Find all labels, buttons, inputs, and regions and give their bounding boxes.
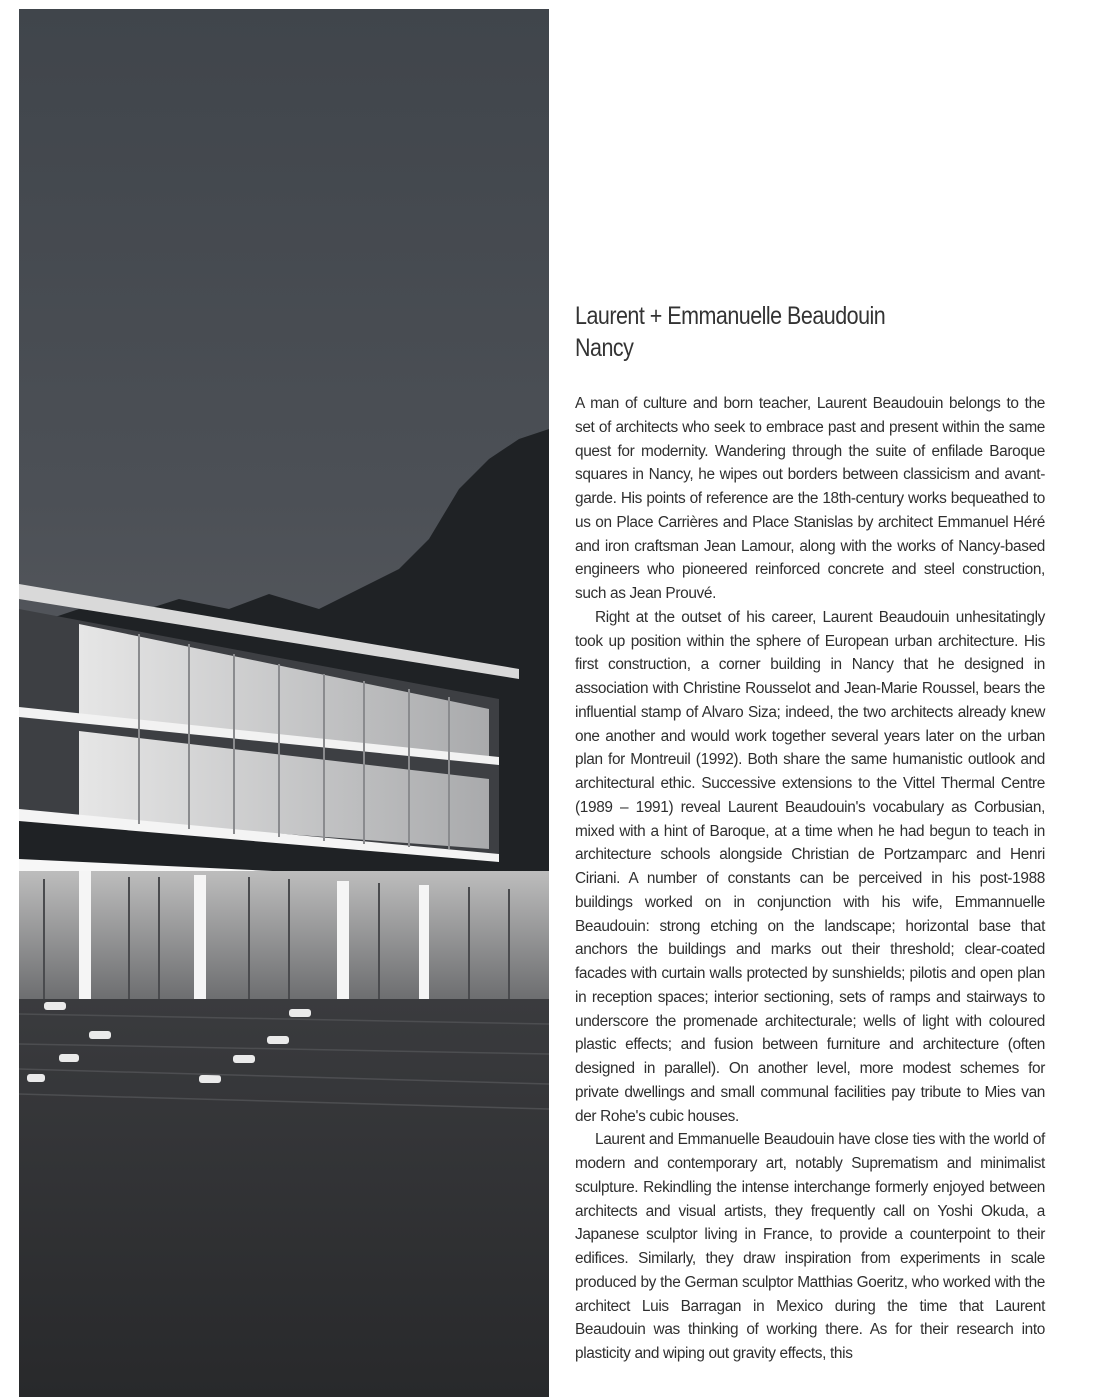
title-city: Nancy [575, 334, 634, 362]
article-body [575, 392, 1045, 1366]
paragraph-3: Laurent and Emmanuelle Beaudouin have close ties with the world of modern and contemporary art, notably Suprematism and minimalist sculpture. Rekindling the intense interchange formerly enjoyed between architects and visual artists, they frequently call on Yoshi Okuda, a Japanese sculptor living in France, to provide a counterpoint to their edifices. Similarly, they draw inspiration from experiments in scale produced by the German sculptor Matthias Goeritz, who worked with the architect Luis Barragan in Mexico during the time that Laurent Beaudouin was thinking of working there. As for their research into plasticity and wiping out gravity effects, this [575, 1131, 1045, 1362]
paragraph-1: A man of culture and born teacher, Laurent Beaudouin belongs to the set of architects who seek to embrace past and present within the same quest for modernity. Wandering through the suite of enfilade Baroque squares in Nancy, he wipes out borders between classicism and avant-garde. His points of reference are the 18th-century works bequeathed to us on Place Carrières and Place Stanislas by architect Emmanuel Héré and iron craftsman Jean Lamour, along with the works of Nancy-based engineers who pioneered reinforced concrete and steel construction, such as Jean Prouvé. [575, 395, 1045, 602]
page-title [575, 300, 979, 364]
glazed-ground-floor [19, 871, 549, 999]
title-names: Laurent + Emmanuelle Beaudouin [575, 302, 886, 330]
article-column [575, 300, 1045, 1366]
paragraph-2: Right at the outset of his career, Laurent Beaudouin unhesitatingly took up position within the sphere of European urban architecture. His first construction, a corner building in Nancy that he designed in association with Christine Rousselot and Jean-Marie Roussel, bears the influential stamp of Alvaro Siza; indeed, the two architects already knew one another and would work together several years later on the urban plan for Montreuil (1992). Both share the same humanistic outlook and architectural ethic. Successive extensions to the Vittel Thermal Centre (1989 – 1991) reveal Laurent Beaudouin's vocabulary as Corbusian, mixed with a hint of Baroque, at a time when he had begun to teach in architecture schools alongside Christian de Portzamparc and Henri Ciriani. A number of constants can be perceived in his post-1988 buildings worked on in conjunction with his wife, Emmannuelle Beaudouin: strong etching on the landscape; horizontal base that anchors the buildings and marks out their threshold; clear-coated facades with curtain walls protected by sunshields; pilotis and open plan in reception spaces; interior sectioning, sets of ramps and stairways to underscore the promenade architecturale; wells of light with coloured plastic effects; and fusion between furniture and architecture (often designed in parallel). On another level, more modest schemes for private dwellings and small communal facilities pay tribute to Mies van der Rohe's cubic houses. [575, 608, 1045, 1125]
building-photograph [19, 9, 549, 1397]
